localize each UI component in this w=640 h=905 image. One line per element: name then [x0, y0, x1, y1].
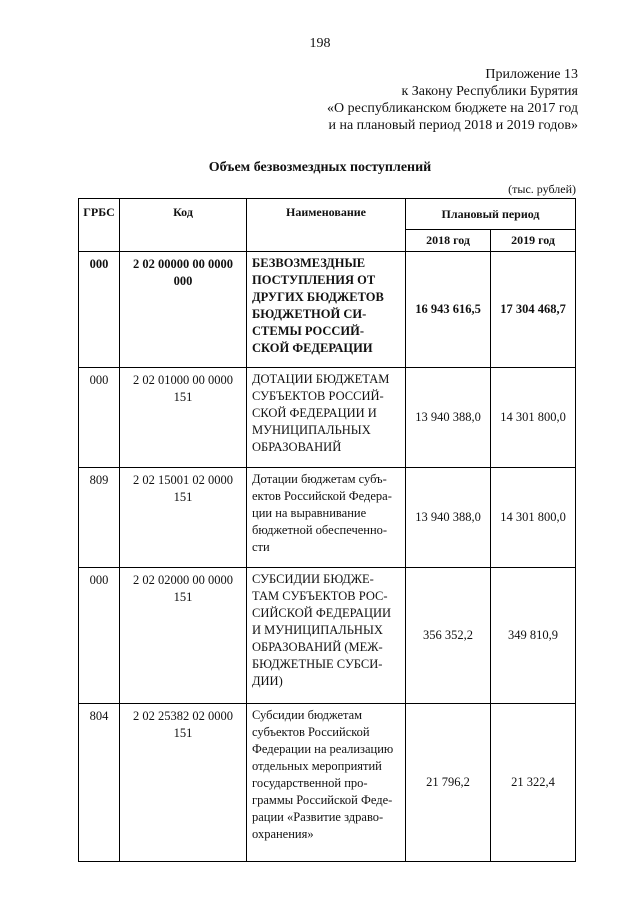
appendix-header — [327, 66, 578, 134]
name-cell: Субсидии бюджетам субъектов Российской Федерации на реализацию отдельных мероприятий государственной про- граммы Российской Феде- рации «Развитие здраво- охранения» — [247, 704, 406, 862]
grbs-cell: 804 — [79, 704, 120, 862]
grbs-cell: 000 — [79, 568, 120, 704]
header-2019: 2019 год — [491, 230, 576, 252]
appendix-line-1: Приложение 13 — [485, 67, 578, 82]
header-name: Наименование — [247, 199, 406, 252]
page-number: 198 — [309, 36, 331, 51]
table-row — [79, 368, 576, 468]
code-cell: 2 02 25382 02 0000 151 — [120, 704, 247, 862]
value-2019-cell: 21 322,4 — [491, 704, 576, 862]
value-2018-cell: 13 940 388,0 — [406, 468, 491, 568]
value-2018-cell: 16 943 616,5 — [406, 252, 491, 368]
revenue-table — [78, 198, 576, 862]
header-code: Код — [120, 199, 247, 252]
units-note: (тыс. рублей) — [508, 182, 576, 196]
value-2018-cell: 13 940 388,0 — [406, 368, 491, 468]
value-2019-cell: 17 304 468,7 — [491, 252, 576, 368]
code-cell: 2 02 02000 00 0000 151 — [120, 568, 247, 704]
table-header-row — [79, 199, 576, 230]
table-row — [79, 704, 576, 862]
table-row — [79, 568, 576, 704]
value-2018-cell: 356 352,2 — [406, 568, 491, 704]
header-grbs: ГРБС — [79, 199, 120, 252]
value-2019-cell: 14 301 800,0 — [491, 368, 576, 468]
header-plan-period: Плановый период — [406, 199, 576, 230]
value-2018-cell: 21 796,2 — [406, 704, 491, 862]
value-2019-cell: 349 810,9 — [491, 568, 576, 704]
header-2018: 2018 год — [406, 230, 491, 252]
name-cell: Дотации бюджетам субъ- ектов Российской Федера- ции на выравнивание бюджетной обеспеченно- сти — [247, 468, 406, 568]
grbs-cell: 809 — [79, 468, 120, 568]
grbs-cell: 000 — [79, 252, 120, 368]
document-title: Объем безвозмездных поступлений — [208, 160, 432, 175]
grbs-cell: 000 — [79, 368, 120, 468]
name-cell: БЕЗВОЗМЕЗДНЫЕ ПОСТУПЛЕНИЯ ОТ ДРУГИХ БЮДЖЕТОВ БЮДЖЕТНОЙ СИ- СТЕМЫ РОССИЙ- СКОЙ ФЕДЕРАЦИИ — [247, 252, 406, 368]
appendix-line-2: к Закону Республики Бурятия — [401, 84, 578, 99]
table-row — [79, 468, 576, 568]
appendix-line-4: и на плановый период 2018 и 2019 годов» — [328, 118, 578, 133]
table-row — [79, 252, 576, 368]
value-2019-cell: 14 301 800,0 — [491, 468, 576, 568]
name-cell: ДОТАЦИИ БЮДЖЕТАМ СУБЪЕКТОВ РОССИЙ- СКОЙ ФЕДЕРАЦИИ И МУНИЦИПАЛЬНЫХ ОБРАЗОВАНИЙ — [247, 368, 406, 468]
code-cell: 2 02 00000 00 0000 000 — [120, 252, 247, 368]
name-cell: СУБСИДИИ БЮДЖЕ- ТАМ СУБЪЕКТОВ РОС- СИЙСКОЙ ФЕДЕРАЦИИ И МУНИЦИПАЛЬНЫХ ОБРАЗОВАНИЙ (МЕЖ- БЮДЖЕТНЫЕ СУБСИ- ДИИ) — [247, 568, 406, 704]
code-cell: 2 02 01000 00 0000 151 — [120, 368, 247, 468]
code-cell: 2 02 15001 02 0000 151 — [120, 468, 247, 568]
appendix-line-3: «О республиканском бюджете на 2017 год — [327, 101, 578, 116]
